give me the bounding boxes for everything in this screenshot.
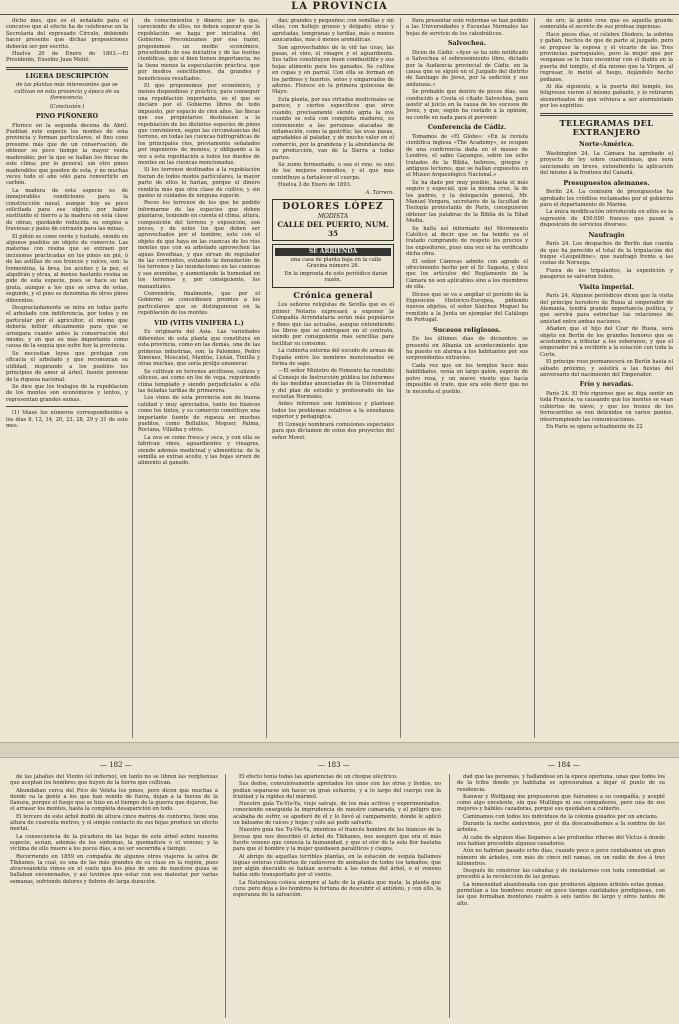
newspaper-title: LA PROVINCIA <box>291 1 388 12</box>
page-number: — 183 — <box>318 761 350 769</box>
ad-address: CALLE DEL PUERTO, NUM. 35 <box>277 219 389 238</box>
article-text: Se ha dado por muy posible, hasta el más seguro y especial, que la misma cruz, la de los padres, y la delegación general, Mr. Manuel Vergara, secretario de la facultad de Teología protestante de Paris, consiguieron obtener las palabras de la Biblia de la Edad Media. <box>406 179 528 225</box>
article-text: Esta planta, por sus virtudes medicinales se parece, y ciertos específicos que sirve cuando, precisamente siendo agria la uva cuando se está con completa madurez, es conveniente a las personas atacadas de inflamación, como la gastritis; las uvas pasas, agradables al paladar, y de mucho valor en el comercio, por la grandeza y la abundancia de su producción, van de la Sierra a todas partes. <box>272 96 394 161</box>
article-text: Dicen de Cádiz: «Ayer se ha sido notificado a Salvochea el sobreseimiento libre, dictado por la Audiencia provincial de Cádiz, en la causa que se siguió en el Juzgado del distrito de Santiago de Jerez, por la sedición y sus andanzas.» <box>406 49 528 88</box>
article-text: das; grandes y pequeños; con semillas y sin ellas; con hollejo grueso y delgado; otras y apretadas, tempranas y tardías, más o menos azucaradas, más ó menos aromáticas. <box>272 18 394 44</box>
article-subheading: de las plantas más interesantes que se cultivan en esta provincia y época de su florescencia. <box>14 82 120 102</box>
article-heading: LIGERA DESCRIPCIÓN <box>25 71 109 80</box>
article-text: En los últimos días de diciembre se presentó en Albania un acontecimiento que ha puesto en alarma a los habitantes por sus sorprendentes extravíos. <box>406 336 528 362</box>
telegram-text: En París se opera actualmente de 22 <box>546 424 643 431</box>
article-text: Los señores relojistas de Sevilla que es el primer Notario expresará a exponer la Compañía Arrendataria serán más populares y fines que las actuales, aunque entendiendo los libros que se entreguen en el contrato, siendo por consiguiente más sencillas para facilitar su consumo. <box>272 302 394 347</box>
feuilleton-text: Al abrigo de aquellas terribles plantas, en la estación de sequía hallamos leguas enteras cubiertas de cadáveres de animales de todos los tamaños, que por algún descuido se habían acercado a las ramas del árbol, o el veneno había sido transportado por el viento. <box>233 853 441 879</box>
feuilleton-text: Abundaban cerca del Pico de Veleta los pinos, pero dicen que muchas a donde va la gente a los que han venido de fuera, dejan a la fuerza de la llanura, porque el fuego que se hizo en el tiempo de la guerra que dejaron, fue el arrasar los montes, hasta la completa desaparición en todo. <box>10 787 218 813</box>
footnote-divider <box>6 406 128 407</box>
column-3 <box>272 18 394 738</box>
column-separator <box>266 18 267 738</box>
section-divider <box>6 67 128 70</box>
feuilleton-text: Al cabo de algunos días llegamos a las profundas riberas del Víctus á donde nos habían precedido algunos cazadores. <box>457 834 665 847</box>
telegram-text: Berlín 24. La comisión de presupuestos ha aprobado los créditos reclamados por el gobierno para el departamento de Marina. <box>540 189 673 208</box>
article-text: Se halla así informado del Movimiento Católico al decir que se ha tenido ya el tratado comprando de respeto los precios y los expositores, pues una vez se ha verificado dicha obra. <box>406 225 528 258</box>
advertisement-box <box>272 199 394 241</box>
feuilleton-text: El efecto tenía todas las apariencias de un choque eléctrico. <box>239 774 398 780</box>
page-number: — 184 — <box>548 761 580 769</box>
feuilleton-text: dad que las personas, y hallándose en la época oportuna, unas que todos los de la tribu donde yo habitaba se apresuraban a dejar el punto de su residencia. <box>457 774 665 793</box>
article-text: Antes informes son lumínicos y plantean todos los problemas relativos a la enseñanza superior y pedagógica. <box>272 401 394 421</box>
article-text: Los vinos de esta provincia son de buena calidad y muy apreciados, tanto los blancos como los tintos, y su comercio constituye una importante fuente de riqueza en muchos pueblos, como Bollullos, Moguer, Palma, Rociana, Villalba y otros. <box>138 395 260 434</box>
column-separator <box>132 18 133 738</box>
article-dateline: Huelva 3 de Enero de 1893. <box>278 182 352 189</box>
feuilleton-text: Aún no habrían pasado ocho días, cuando poco a poco contábamos un gran número de árboles, con más de cinco mil ramas, en un radio de dos á tres kilómetros. <box>457 848 665 867</box>
column-1 <box>6 18 128 738</box>
column-separator <box>225 774 226 1018</box>
article-heading: Salvochea. <box>447 39 487 48</box>
article-text: Se probable que dentro de pocos días, sea conducido a Ceuta el citado Salvochea, para asistir al juicio en la causa de los sucesos de Jerez, y que, según ha costado a la opinión, no confíe en nada para el porvenir. <box>406 89 528 121</box>
column-separator <box>534 18 535 738</box>
feuilleton-text: Nuestro guía fue Tu-Vie-Ya, mientras el francés hombre de los blancos de la Jocosa que nos describió el árbol de Tikhanes, nos aseguró que era el más fuerte veneno que conocía la humanidad, y que el olor de la sola flor bastaba para que el hombre y la mujer quedasen paralíticos y ciegos. <box>233 827 441 853</box>
masthead <box>0 0 679 15</box>
article-heading: PINO PIÑONERO <box>35 112 99 121</box>
article-subheading: (Conclusión.) <box>49 103 85 110</box>
article-heading: Naufragio <box>588 230 625 239</box>
article-text: Pocos los terrenos de los que he podido informarme de las especies que deben plantarse, teniendo en cuenta el clima, altura, composición del terreno y exposición, son pocos, y de estos los que deben ser aprovechados por el hombre, esto con el objeto de que haya en las cuencas de los ríos montes que con su arbolado aprovechen las aguas llovedizas, y que sirvan de regulador de las corrientes, evitando la denudación de los terrenos y las inundaciones en las cuencas y sus avenidas, y aumentando la humedad en los terrenos y, por consiguiente, los manantiales. <box>138 200 260 290</box>
telegram-text: París 24. Los despachos de Berlín dan cuenta de que ha perecido el total de la tripulación del buque «Léopoldine», que naufragó frente a las costas de Noruega. <box>540 241 673 267</box>
ad-trade: MODISTA <box>317 212 349 220</box>
column-separator <box>400 18 401 738</box>
section-heading: Crónica general <box>293 289 373 300</box>
column-4 <box>406 18 528 738</box>
footnote: (1) Véase los números correspondientes a los días 8, 12, 14, 20, 23, 28, 29 y 31 de este mes. <box>6 410 128 429</box>
feuilleton-text: La Naturaleza coloca siempre al lado de la planta que mata, la planta que cura: pero deja a los hombres la fortuna de descubrir el antídoto, y con ello, la esperanza de la salvación. <box>233 879 441 899</box>
article-heading: VID (VITIS VINIFERA L.) <box>154 318 244 327</box>
article-text: Hace pocos días, el célebre Diodoro, la sobrina y gabán, hechos de que de parte al juzgado, pero se propuso la esposa y el vicario de las Tres provincias parroquiales, pero la mujer que por venganza se le hizo encontrar con el diablo en la puerta del templo, el día mismo que la Virgen, al regresar, lo metió al fuego, dejándolo hecho pedazos. <box>540 31 673 83</box>
article-heading: Frío y nevadas. <box>579 380 634 389</box>
feuilleton-text: La inmensidad abandonada con que producen algunos árboles estas gomas, permitían a los hombres reunir en poco tiempo cantidades prodigiosas, con las que formaban montones cuatro á seis tantos de largo y otros tantos de alto. <box>457 881 665 907</box>
article-text: La cubierta externa del escudo de armas de España entre los nombres mencionados en forma de sapo. <box>272 348 394 368</box>
article-heading: Sucesos religiosos. <box>432 325 502 334</box>
feuilleton-column-3 <box>457 774 665 1020</box>
article-heading: Conferencia de Cádiz. <box>427 123 507 132</box>
telegram-text: Añaden que el hijo del Czar de Rusia, será objeto en Berlín de los grandes honores que se acostumbra a tributar a los soberanos, y que el emperador irá a recibirle a la estación con toda la Corte. <box>540 326 673 358</box>
article-text: La uva se come fresca y seca, y con ella se fabrican vinos, aguardientes y vinagres, siendo además medicinal y alimenticia: de la semilla se extrae aceite, y las hojas sirven de alimento al ganado. <box>138 434 260 467</box>
feuilleton-text: Nuestro guía Tu-Vie-Ya, viejo salvaje, de los más activos y experimentados, conociendo enseguida la imprudencia de nuestro camarada, y el peligro que acababa de sufrir, se apoderó de él y lo llevó al campamento, donde le aplicó un bálsamo de raíces y hojas y sólo así pudo salvarle. <box>233 801 441 827</box>
article-text: dicho mes, que es el señalado para el concurso que al efecto ha de celebrarse en la Secretaría del expresado Círculo, debiendo hacer presente que dichas proposiciones deberán ser por escrito. <box>6 18 128 50</box>
article-text: Son aprovechables de la vid las uvas, las pasas, el vino, el vinagre y el aguardiente. Sus tallos constituyen buen combustible y sus hojas alimento para los ganados. Se cultiva en cepas y en parral. Con ella se forman en los jardines y huertos, setos y emparrados de adorno. Florece en la primera quincena de Mayo. <box>272 44 394 96</box>
article-text: Se necesitan leyes que protejan con eficacia el arbolado y que reconozcan su utilidad, inspirando a los pueblos los principios de amor al árbol, fuente perenne de la riqueza nacional. <box>6 350 128 383</box>
article-text: La madera de esta especie es de inmejorables condiciones para la construcción naval, aunque hoy se poco solicitada para ese objeto, por haber sustituido el hierro a la madera en esta clase de obras; quedando reducida su empleo a traviesas y palos de cerrazón para las minas. <box>6 187 128 233</box>
article-text: Es originaria del Asia. Las variedades diferentes de esta planta que constituye en esta provincia, como en las demás, una de las primeras industrias, son: la Palomino, Pedro Ximénez, Moscatel, Mantúo, Listán, Tintilla y otras muchas, que sería prolijo enumerar. <box>138 329 260 368</box>
ad-text: una casa de planta baja en la calle Gravina número 26. <box>290 256 382 270</box>
ad-text: En la imprenta de este periódico darán razón. <box>284 270 388 284</box>
telegram-text: Fuera de los tripulantes, la expedición y pasajeros se salvaron todos. <box>540 267 673 281</box>
article-text: de conocimientos y dinero; por lo que, careciendo de ellos, no deben esperar que la repoblación se haga por iniciativa del Gobierno. Preconizamos por esa razón, proponemos un medio económico, procediendo de esa iniciativa y de las teorías científicas, que si bien tienen importancia, no la tiene menos la especulación práctica, que por medios sencillísimos, da grandes y beneficiosos resultados. <box>138 18 260 82</box>
article-text: Tomamos de «El Globo»: «En la revista científica inglesa «The Academy», se ocupan de una conferencia dada en el museo de Londres, el sabio Gayangos, sobre los ocho tratados de la Biblia, hebreos, griegos y antiguos lectores, que se hallan expuestos en el Museo Arqueológico Nacional.» <box>406 133 528 179</box>
rental-ad-box <box>272 244 394 288</box>
page-fold <box>0 742 679 758</box>
article-signature: A. Tarrero. <box>365 189 394 196</box>
column-5 <box>540 18 673 738</box>
feuilleton-text: Caminamos con todos los individuos de la colonia guiados por un anciano. <box>463 813 659 820</box>
article-text: —El señor Ministro de Fomento ha remitido al Consejo de Instrucción pública los informes de las medidas anunciadas de la Universidad y del plan de estudio y profesorado de las escuelas Normales. <box>272 368 394 401</box>
telegram-text: París 24. El frío riguroso que se deja sentir en toda Francia, va causando que los montes se vean cubiertos de nieve, y que los trenes de los ferrocarriles se ven detenidos en varios puntos, interrumpiendo las comunicaciones. <box>540 391 673 423</box>
feuilleton-text: El tercero de este árbol midió de altura cinco metros de contorno, tiene una altura de cuarenta metros, y el simple contacto de sus hojas produce un efecto mortal. <box>10 813 218 833</box>
column-2 <box>138 18 260 738</box>
article-text: Cada vez que en los templos hace más habilidades, venía un largo galón, especie de polvo rosa, y un nuevo viento que hacía imposible el trato, que era sólo decir que no le necesita el pueblo. <box>406 362 528 395</box>
article-text: El piñón se come verde y tostado, siendo en algunos pueblos un objeto de comercio. Las materias con resina que se extraen por incisiones practicadas en los pinos en pié, ó de las astillas de sus troncos y raíces, son: la trementina, la brea, los aceites y la pez, el alquitrán y otras, al menos bastante resina se pide de esta especie, pues se hace su tan grata, aunque a los que se sirva de estas, segundo, y el pino se denomina de otros pinos diferentes. <box>6 233 128 304</box>
article-text: El Consejo nombrará comisiones especiales para que dictamen de estos dos proyectos del señor Moret. <box>272 421 394 441</box>
column-separator <box>449 774 450 1018</box>
feuilleton-column-2 <box>233 774 441 1020</box>
article-text: El señor Cánovas admite con agrado el ofrecimiento hecho por el Sr. Sagasta, y dice que los artículos del Reglamento de la Cámara no son aplicables sino a los miembros de ella. <box>406 258 528 291</box>
feuilleton-text: Kanwar y Wolfgang me propusieron que fuéramos a su compañía, y acepté como algo excelente, sin que Mullingo ni sus compañeros, pero una de sus mejores y hábiles cazadoras, porque sus quedaban a cubierto. <box>457 793 665 813</box>
article-heading: Norte-América. <box>579 140 634 149</box>
article-heading: Presupuestos alemanes. <box>563 178 650 187</box>
article-text: Dícese que se va a ampliar el período de la Exposición Histórico-Europea, pidiendo nuevos objetos, el señor Sánchez Moguel ha remitido a la Junta un ejemplar del Catálogo de Portugal. <box>406 291 528 324</box>
feuilleton-text: de las jabalíes del Viento (el infierno), en tanto no se libren las vergüenzas que aceptan los hombres que huyen de la tierra que cultivan. <box>10 774 218 787</box>
feuilleton-text: Recorriendo en 1859 en compañía de algunos otros viajeros la selva de Tikhanes, la cual, es una de las más grandes de su clase en la región, pues atravesándola vimos en el suelo que los pies de uno de nuestros guías se hallaban envenenados, y así tuvimos que estar con ese malestar por varias semanas, sufriendo dolores y fiebres de larga duración. <box>10 853 218 885</box>
feuilleton-text: La consecuencia de la picadura de las hojas de este árbol sobre nuestra especie, serían, además de los síntomas, la quemadura o el veneno; y la víctima de ello muere a los pocos días, a no ser socorrida a tiempo. <box>10 833 218 853</box>
feuilleton-text: Sus dedos, convulsivamente apretados los unos con los otros y lívidos, no podían separarse sin hacer un gran esfuerzo, y a lo largo del cuerpo con la frialdad y la rigidez del mármol. <box>233 781 441 800</box>
article-text: Florece en la segunda decena de Abril. Pueblan este especie los montes de esta provincia y forman particulares, el fino cono presume más que de un conservación, de obtener su poco tiempo la mayor venta maderable; por la que se hallan los fincas de este clima; por lo general, sin otro pinos maderables que pueden de esta, y no muchas veces todo el año sólo para convertirlo en carbón. <box>6 122 128 187</box>
article-text: Al día siguiente, a la puerta del templo, los feligreses vieron el mismo pañuelo, y lo retiraron atemorizados de que volviera a ser atormentado por los espíritus. <box>540 84 673 110</box>
telegram-text: Washington 24. La Cámara ha aprobado el proyecto de ley sobre cuarentenas, que será sancionado en breve, extendiendo la aplicación del mismo á la frontera del Canadá. <box>540 150 673 177</box>
article-text: Para presentar este reformas se han pedido a las Universidades y Escuelas Normales las hojas de servicio de los catedráticos. <box>406 18 528 37</box>
article-text: de oro; la gente cree que es aquella grande esmeralda el secreto de sus profeas ingenuas. <box>540 18 673 31</box>
ad-name: DOLORES LÓPEZ <box>282 201 384 212</box>
section-divider <box>540 113 673 116</box>
section-heading: TELEGRAMAS DEL EXTRANJERO <box>559 117 654 138</box>
article-text: Su zumo fermentado, o sea el vino, es uno de los mejores remedios, y el que más contribuye a fortalecer el cuerpo. <box>272 161 394 181</box>
article-text: Desgraciadamente se mira en todas parte el arbolado con indiferencia, por todos y en particular por el agricultor, el mismo que debería influir eficazmente para que se arraigara cuanto antes la conservación del mismo, y en que es más importante como causa de la sequía que sufre hoy la provincia. <box>6 305 128 350</box>
telegram-text: París 24. Algunos periódicos dicen que la visita del príncipe heredero de Rusia al emperador de Alemania, tendrá grande importancia política, y que servirá para estrechar las relaciones de amistad entre ambas naciones. <box>540 293 673 325</box>
page-number: — 182 — <box>100 761 132 769</box>
article-heading: Visita imperial. <box>579 282 634 291</box>
article-text: El que proponemos por económico, y menos dispendioso y práctico, para conseguir una repoblación importante, es el que se declare por el Gobierno libres de todo impuesto, por espacio de cien años, las fincas que sus propietarios destinasen a la repoblación de los distintos especies de pinos que convinieren, según las circunstancias del terreno, en todas las cuencas hidrográficas de los principales ríos, previamente señalados por ingenieros de montes, y obligando a la vez a esta repoblación a todos los dueños de montes en las cuencas mencionadas. <box>138 83 260 166</box>
feuilleton-column-1 <box>10 774 218 1020</box>
article-text: Se dice que los trabajos de la repoblación de los montes son económicos y lentos, y representan grandes sumas. <box>6 383 128 403</box>
article-text: Convendría, finalmente, que por el Gobierno se concediesen premios a los particulares que se distinguieran en la repoblación de los montes. <box>138 291 260 317</box>
feuilleton-text: Después de construir las cabañas y de instalarnos con toda comodidad, se procedió a la recolección de las gomas. <box>457 868 665 881</box>
article-text: Se cultivan en terrenos arcillosos, calizos y silíceos, así como en los de vega, requiriendo clima templado y siendo perjudiciales a ella las heladas tardías de primavera. <box>138 368 260 394</box>
article-signature: Huelva 20 de Enero de 1893.—El Presidente, Eusebio Juan Mellé. <box>6 51 128 64</box>
article-text: Si los terrenos destinados a la repoblación fueran de todos modos particulares, la mayor parte de ellos lo harían, porque el dinero rendiría más que otra clase de cultivo, y sin gastos ni cuidados de ninguna especie. <box>138 167 260 199</box>
feuilleton-text: Durante la noche anduvimos, por el día descansábamos a la sombra de los árboles. <box>457 821 665 834</box>
telegram-text: La única modificación introducida en ellos es la supresión de 450.000 francos que pasan a disposición de servicios diversos. <box>540 209 673 229</box>
ad-slogan: SE ARRIENDA <box>275 248 391 256</box>
telegram-text: El príncipe ruso permanecerá en Berlín hasta el sábado próximo, y asistirá a las fiestas del aniversario del nacimiento del Emperador. <box>540 359 673 379</box>
